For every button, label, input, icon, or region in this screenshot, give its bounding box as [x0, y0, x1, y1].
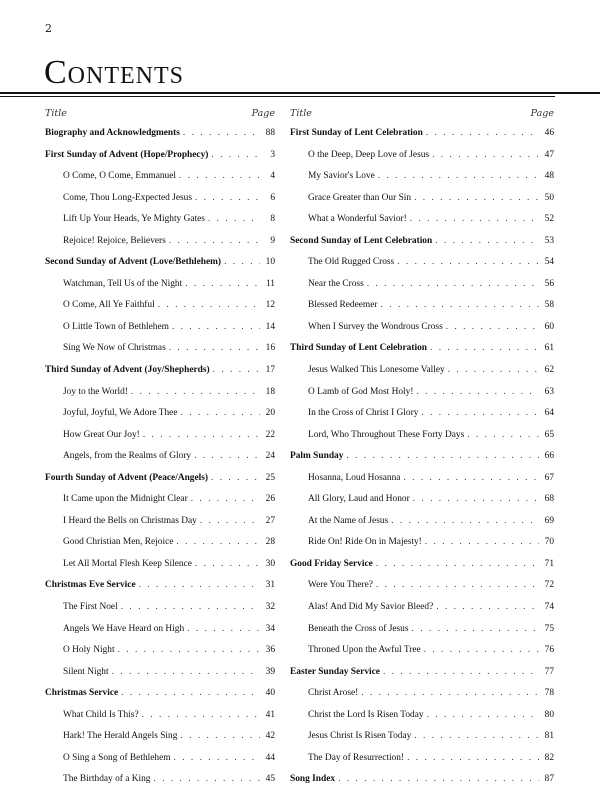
entry-page: 34 — [265, 623, 275, 634]
dot-leader — [376, 559, 539, 569]
dot-leader — [361, 688, 539, 698]
entry-page: 58 — [544, 300, 554, 311]
entry-title: Jesus Walked This Lonesome Valley — [308, 365, 445, 376]
entry-title: Were You There? — [308, 580, 373, 591]
entry-title: What a Wonderful Savior! — [308, 214, 407, 225]
header-page: Page — [530, 108, 554, 119]
toc-song-entry — [290, 300, 554, 322]
toc-song-entry — [45, 559, 275, 581]
toc-section-entry — [45, 688, 275, 710]
header-title: Title — [45, 108, 67, 119]
dot-leader — [391, 516, 539, 526]
entry-title: All Glory, Laud and Honor — [308, 494, 410, 505]
entry-page: 25 — [265, 472, 275, 483]
dot-leader — [200, 516, 260, 526]
toc-song-entry — [45, 667, 275, 689]
dot-leader — [213, 365, 260, 375]
entry-page: 66 — [544, 451, 554, 462]
entry-title: Hosanna, Loud Hosanna — [308, 472, 401, 483]
dot-leader — [185, 279, 260, 289]
column-header — [45, 108, 275, 128]
entry-page: 56 — [544, 278, 554, 289]
entry-page: 28 — [265, 537, 275, 548]
entry-page: 16 — [265, 343, 275, 354]
dot-leader — [131, 387, 260, 397]
entry-title: Easter Sunday Service — [290, 666, 380, 677]
column-header — [290, 108, 554, 128]
entry-page: 67 — [544, 472, 554, 483]
toc-song-entry — [290, 537, 554, 559]
entry-title: Joy to the World! — [63, 386, 128, 397]
entry-page: 71 — [544, 558, 554, 569]
dot-leader — [467, 430, 539, 440]
entry-title: O Sing a Song of Bethlehem — [63, 752, 171, 763]
entry-page: 75 — [544, 623, 554, 634]
toc-song-entry — [290, 473, 554, 495]
dot-leader — [118, 645, 260, 655]
toc-song-entry — [45, 430, 275, 452]
toc-song-entry — [290, 365, 554, 387]
toc-section-entry — [45, 365, 275, 387]
entry-title: Fourth Sunday of Advent (Peace/Angels) — [45, 472, 209, 483]
dot-leader — [211, 150, 260, 160]
dot-leader — [383, 667, 539, 677]
dot-leader — [143, 430, 260, 440]
header-page: Page — [251, 108, 275, 119]
toc-song-entry — [45, 408, 275, 430]
toc-song-entry — [45, 494, 275, 516]
entry-title: The Day of Resurrection! — [308, 752, 405, 763]
toc-song-entry — [45, 343, 275, 365]
dot-leader — [367, 279, 539, 289]
entry-page: 61 — [544, 343, 554, 354]
toc-song-entry — [290, 257, 554, 279]
entry-page: 14 — [265, 321, 275, 332]
dot-leader — [410, 214, 539, 224]
toc-section-entry — [290, 559, 554, 581]
entry-title: Blessed Redeemer — [308, 300, 378, 311]
toc-song-entry — [290, 387, 554, 409]
dot-leader — [448, 365, 539, 375]
toc-song-entry — [45, 624, 275, 646]
entry-page: 64 — [544, 408, 554, 419]
entry-title: Throned Upon the Awful Tree — [308, 645, 421, 656]
toc-section-entry — [290, 451, 554, 473]
dot-leader — [121, 688, 260, 698]
entry-page: 42 — [265, 731, 275, 742]
dot-leader — [430, 343, 539, 353]
entry-title: In the Cross of Christ I Glory — [308, 408, 419, 419]
dot-leader — [121, 602, 260, 612]
entry-page: 60 — [544, 321, 554, 332]
toc-song-entry — [290, 602, 554, 624]
dot-leader — [397, 257, 539, 267]
entry-page: 39 — [265, 666, 275, 677]
toc-song-entry — [45, 171, 275, 193]
dot-leader — [112, 667, 260, 677]
entry-page: 65 — [544, 429, 554, 440]
entry-title: Angels We Have Heard on High — [63, 623, 185, 634]
toc-section-entry — [290, 128, 554, 150]
toc-section-entry — [45, 580, 275, 602]
entry-page: 77 — [544, 666, 554, 677]
entry-page: 76 — [544, 645, 554, 656]
toc-song-entry — [290, 494, 554, 516]
dot-leader — [425, 537, 539, 547]
toc-song-entry — [290, 580, 554, 602]
dot-leader — [187, 624, 260, 634]
toc-section-entry — [290, 236, 554, 258]
entry-page: 45 — [265, 774, 275, 785]
toc-song-entry — [290, 710, 554, 732]
entry-page: 9 — [270, 235, 275, 246]
entry-title: At the Name of Jesus — [308, 515, 389, 526]
entry-title: O the Deep, Deep Love of Jesus — [308, 149, 430, 160]
entry-title: Rejoice! Rejoice, Believers — [63, 235, 166, 246]
toc-section-entry — [45, 150, 275, 172]
dot-leader — [414, 731, 539, 741]
entry-page: 69 — [544, 515, 554, 526]
entry-page: 46 — [544, 128, 554, 138]
toc-section-entry — [290, 667, 554, 689]
toc-section-entry — [45, 257, 275, 279]
entry-page: 17 — [265, 365, 275, 376]
dot-leader — [426, 128, 539, 138]
entry-page: 68 — [544, 494, 554, 505]
dot-leader — [436, 602, 539, 612]
entry-title: Lord, Who Throughout These Forty Days — [308, 429, 465, 440]
entry-page: 31 — [265, 580, 275, 591]
title-rule — [0, 92, 600, 94]
entry-page: 20 — [265, 408, 275, 419]
dot-leader — [435, 236, 539, 246]
dot-leader — [169, 343, 260, 353]
dot-leader — [378, 171, 539, 181]
toc-song-entry — [45, 753, 275, 775]
dot-leader — [432, 150, 539, 160]
entry-title: O Lamb of God Most Holy! — [308, 386, 414, 397]
entry-page: 81 — [544, 731, 554, 742]
toc-column-right — [290, 108, 554, 796]
entry-page: 40 — [265, 688, 275, 699]
entry-page: 82 — [544, 752, 554, 763]
title-rule-thin — [0, 96, 555, 97]
entry-page: 4 — [270, 171, 275, 182]
entry-title: Second Sunday of Advent (Love/Bethlehem) — [45, 257, 222, 268]
entry-title: When I Survey the Wondrous Cross — [308, 321, 443, 332]
entry-page: 78 — [544, 688, 554, 699]
entry-title: Jesus Christ Is Risen Today — [308, 731, 412, 742]
page-title: Contents — [44, 54, 185, 91]
entry-page: 26 — [265, 494, 275, 505]
dot-leader — [414, 193, 539, 203]
entry-page: 27 — [265, 515, 275, 526]
entry-title: Sing We Now of Christmas — [63, 343, 166, 354]
dot-leader — [153, 774, 260, 784]
toc-song-entry — [290, 322, 554, 344]
toc-song-entry — [45, 710, 275, 732]
entry-page: 70 — [544, 537, 554, 548]
entry-title: How Great Our Joy! — [63, 429, 140, 440]
entry-page: 3 — [270, 149, 275, 160]
entry-title: Second Sunday of Lent Celebration — [290, 235, 433, 246]
entry-title: Lift Up Your Heads, Ye Mighty Gates — [63, 214, 205, 225]
toc-song-entry — [290, 408, 554, 430]
entry-title: O Come, All Ye Faithful — [63, 300, 155, 311]
dot-leader — [195, 559, 260, 569]
toc-song-entry — [290, 150, 554, 172]
toc-song-entry — [45, 322, 275, 344]
toc-section-entry — [290, 343, 554, 365]
toc-song-entry — [45, 731, 275, 753]
toc-song-entry — [45, 387, 275, 409]
dot-leader — [183, 128, 260, 138]
entry-title: Let All Mortal Flesh Keep Silence — [63, 558, 192, 569]
dot-leader — [194, 451, 260, 461]
entry-title: What Child Is This? — [63, 709, 139, 720]
toc-song-entry — [45, 537, 275, 559]
toc-song-entry — [45, 279, 275, 301]
dot-leader — [338, 774, 539, 784]
entry-page: 18 — [265, 386, 275, 397]
entry-title: Beneath the Cross of Jesus — [308, 623, 409, 634]
dot-leader — [211, 473, 260, 483]
entry-page: 80 — [544, 709, 554, 720]
entry-page: 62 — [544, 365, 554, 376]
dot-leader — [381, 300, 539, 310]
entry-page: 32 — [265, 602, 275, 613]
entry-page: 10 — [265, 257, 275, 268]
entry-title: The First Noel — [63, 602, 118, 613]
entry-page: 63 — [544, 386, 554, 397]
entry-title: The Old Rugged Cross — [308, 257, 395, 268]
entry-title: Song Index — [290, 774, 336, 785]
entry-title: Joyful, Joyful, We Adore Thee — [63, 408, 178, 419]
toc-song-entry — [45, 236, 275, 258]
toc-song-entry — [290, 753, 554, 775]
toc-song-entry — [290, 516, 554, 538]
entry-page: 88 — [265, 128, 275, 138]
entry-title: Biography and Acknowledgments — [45, 128, 180, 138]
dot-leader — [421, 408, 539, 418]
entry-page: 22 — [265, 429, 275, 440]
dot-leader — [139, 580, 260, 590]
dot-leader — [412, 624, 539, 634]
dot-leader — [403, 473, 539, 483]
entry-page: 36 — [265, 645, 275, 656]
entry-title: First Sunday of Lent Celebration — [290, 128, 423, 138]
dot-leader — [158, 300, 260, 310]
entry-title: My Savior's Love — [308, 171, 375, 182]
entry-page: 8 — [270, 214, 275, 225]
entry-title: First Sunday of Advent (Hope/Prophecy) — [45, 149, 209, 160]
dot-leader — [427, 710, 539, 720]
entry-title: Ride On! Ride On in Majesty! — [308, 537, 422, 548]
entry-title: O Holy Night — [63, 645, 115, 656]
entry-title: Good Friday Service — [290, 558, 373, 569]
toc-column-left — [45, 108, 275, 796]
entry-title: Christmas Eve Service — [45, 580, 136, 591]
toc-song-entry — [290, 279, 554, 301]
dot-leader — [195, 193, 260, 203]
toc-song-entry — [45, 516, 275, 538]
entry-title: The Birthday of a King — [63, 774, 151, 785]
entry-title: Silent Night — [63, 666, 109, 677]
entry-page: 12 — [265, 300, 275, 311]
entry-page: 6 — [270, 192, 275, 203]
toc-song-entry — [45, 193, 275, 215]
entry-page: 24 — [265, 451, 275, 462]
entry-title: Good Christian Men, Rejoice — [63, 537, 174, 548]
dot-leader — [224, 257, 260, 267]
toc-song-entry — [290, 193, 554, 215]
entry-page: 47 — [544, 149, 554, 160]
entry-title: Hark! The Herald Angels Sing — [63, 731, 178, 742]
toc-song-entry — [45, 645, 275, 667]
toc-song-entry — [290, 214, 554, 236]
dot-leader — [416, 387, 539, 397]
entry-page: 48 — [544, 171, 554, 182]
toc-section-entry — [45, 128, 275, 150]
entry-title: Come, Thou Long-Expected Jesus — [63, 192, 192, 203]
entry-page: 41 — [265, 709, 275, 720]
dot-leader — [176, 537, 260, 547]
dot-leader — [413, 494, 539, 504]
toc-song-entry — [290, 645, 554, 667]
dot-leader — [142, 710, 260, 720]
toc-song-entry — [290, 624, 554, 646]
entry-title: Christmas Service — [45, 688, 119, 699]
entry-title: Angels, from the Realms of Glory — [63, 451, 192, 462]
dot-leader — [424, 645, 539, 655]
toc-section-entry — [290, 774, 554, 796]
toc-song-entry — [290, 171, 554, 193]
page-number: 2 — [45, 22, 52, 35]
entry-title: Christ the Lord Is Risen Today — [308, 709, 424, 720]
entry-page: 54 — [544, 257, 554, 268]
entry-title: It Came upon the Midnight Clear — [63, 494, 188, 505]
entry-title: Near the Cross — [308, 278, 364, 289]
dot-leader — [179, 171, 260, 181]
toc-song-entry — [290, 731, 554, 753]
entry-page: 50 — [544, 192, 554, 203]
toc-song-entry — [45, 602, 275, 624]
entry-title: Christ Arose! — [308, 688, 359, 699]
toc-section-entry — [45, 473, 275, 495]
dot-leader — [180, 731, 260, 741]
dot-leader — [172, 322, 260, 332]
entry-title: O Come, O Come, Emmanuel — [63, 171, 177, 182]
dot-leader — [191, 494, 260, 504]
entry-page: 44 — [265, 752, 275, 763]
entry-title: Third Sunday of Advent (Joy/Shepherds) — [45, 365, 210, 376]
entry-page: 30 — [265, 558, 275, 569]
dot-leader — [407, 753, 539, 763]
entry-page: 11 — [265, 278, 275, 289]
dot-leader — [446, 322, 539, 332]
toc-song-entry — [45, 451, 275, 473]
entry-page: 87 — [544, 774, 554, 785]
dot-leader — [174, 753, 260, 763]
entry-title: Palm Sunday — [290, 451, 344, 462]
toc-song-entry — [45, 300, 275, 322]
toc-song-entry — [290, 688, 554, 710]
entry-title: Watchman, Tell Us of the Night — [63, 278, 183, 289]
entry-page: 72 — [544, 580, 554, 591]
entry-title: Third Sunday of Lent Celebration — [290, 343, 427, 354]
entry-page: 74 — [544, 602, 554, 613]
toc-song-entry — [45, 214, 275, 236]
dot-leader — [376, 580, 539, 590]
entry-page: 53 — [544, 235, 554, 246]
entry-title: I Heard the Bells on Christmas Day — [63, 515, 197, 526]
entry-title: O Little Town of Bethlehem — [63, 321, 169, 332]
toc-song-entry — [290, 430, 554, 452]
header-title: Title — [290, 108, 312, 119]
dot-leader — [169, 236, 260, 246]
dot-leader — [346, 451, 539, 461]
dot-leader — [181, 408, 260, 418]
entry-title: Alas! And Did My Savior Bleed? — [308, 602, 434, 613]
entry-title: Grace Greater than Our Sin — [308, 192, 412, 203]
dot-leader — [208, 214, 260, 224]
entry-page: 52 — [544, 214, 554, 225]
toc-song-entry — [45, 774, 275, 796]
